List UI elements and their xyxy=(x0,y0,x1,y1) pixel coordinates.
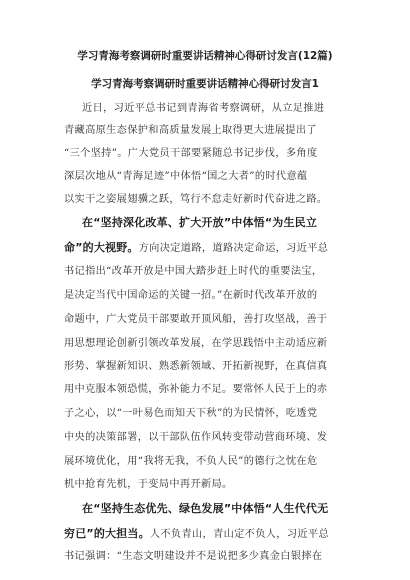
body-text: 子之心，以“一叶易色而知天下秋”的为民情怀，吃透党 xyxy=(64,408,318,419)
body-text: 用思想理论创新引领改革发展，在学思践悟中主动适应新 xyxy=(64,338,328,349)
paragraph-line xyxy=(64,313,364,327)
paragraph-heading-line xyxy=(82,216,382,231)
document-subtitle: 学习青海考察调研时重要讲话精神心得研讨发言1 xyxy=(91,78,319,90)
paragraph-line xyxy=(64,455,364,469)
paragraph-line xyxy=(64,383,364,397)
paragraph-heading-line xyxy=(64,241,364,256)
body-text: 方向决定道路，道路决定命运，习近平总 xyxy=(138,243,329,254)
paragraph-heading-line xyxy=(82,502,382,517)
section-heading: 穷已”的大担当。 xyxy=(64,527,150,540)
section-heading: 命”的大视野。 xyxy=(64,241,139,254)
section-heading: 在“坚持深化改革、扩大开放”中体悟“为生民立 xyxy=(82,216,318,229)
paragraph-line xyxy=(64,265,364,279)
body-text: 深层次地从“青海足迹”中体悟“国之大者”的时代意蕴 xyxy=(64,171,308,182)
paragraph-line xyxy=(64,289,364,303)
body-text: 青藏高原生态保护和高质量发展上取得更大进展提出了 xyxy=(64,125,317,136)
body-text: 书记强调：“生态文明建设并不是说把多少真金白银摔在 xyxy=(64,551,323,562)
body-text: 书记指出“改革开放是中国大踏步赶上时代的重要法宝， xyxy=(64,266,323,277)
body-text: 展环境优化，用“我将无我，不负人民”的德行之忱在危 xyxy=(64,456,318,467)
body-text: 是决定当代中国命运的关键一招。”在新时代改革开放的 xyxy=(64,290,318,301)
paragraph-line xyxy=(64,407,364,421)
section-heading: 在“坚持生态优先、绿色发展”中体悟“人生代代无 xyxy=(82,502,329,515)
paragraph-line xyxy=(64,147,364,161)
paragraph-line xyxy=(64,360,364,374)
body-text: 中央的决策部署，以干部队伍作风转变带动营商环境、发 xyxy=(64,432,328,443)
paragraph-line xyxy=(64,550,364,564)
paragraph-line xyxy=(82,102,382,116)
paragraph-line xyxy=(64,431,364,445)
paragraph-line xyxy=(64,193,364,207)
paragraph-line xyxy=(64,124,364,138)
body-text: 形势、掌握新知识、熟悉新领域、开拓新视野，在真信真 xyxy=(64,361,328,372)
document-title: 学习青海考察调研时重要讲话精神心得研讨发言(12篇) xyxy=(77,50,333,62)
body-text: 人不负青山，青山定不负人，习近平总 xyxy=(149,529,329,540)
body-text: 用中克服本领恐慌，弥补能力不足。要常怀人民于上的赤 xyxy=(64,384,328,395)
body-text: 以实干之姿展翅骥之跃，笃行不怠走好新时代奋进之路。 xyxy=(64,194,328,205)
paragraph-heading-line xyxy=(64,527,364,542)
body-text: 命题中，广大党员干部要敢开顶风船，善打攻坚战，善于 xyxy=(64,314,328,325)
paragraph-line xyxy=(64,478,364,492)
body-text: 机中抢育先机，于变局中再开新局。 xyxy=(64,479,233,490)
body-text: “三个坚持”。广大党员干部要紧随总书记步伐，多角度 xyxy=(64,148,318,159)
paragraph-line xyxy=(64,337,364,351)
paragraph-line xyxy=(64,170,364,184)
body-text: 近日，习近平总书记到青海省考察调研，从立足推进 xyxy=(82,103,325,114)
